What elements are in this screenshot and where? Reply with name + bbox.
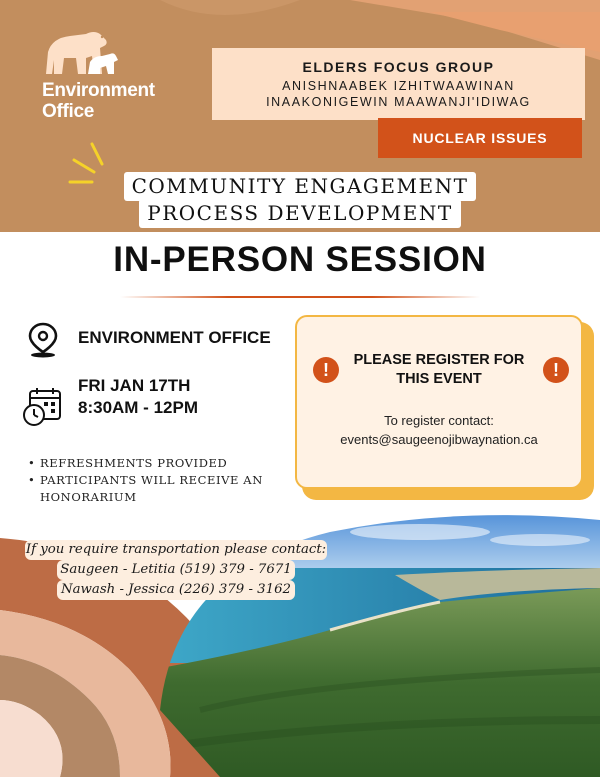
register-contact-label: To register contact: [384,413,494,428]
register-email-link[interactable]: events@saugeenojibwaynation.ca [340,432,538,447]
community-line-1: COMMUNITY ENGAGEMENT [124,172,477,201]
logo-line-2: Office [42,101,95,122]
transport-contact-saugeen: Saugeen - Letitia (519) 379 - 7671 [57,560,295,580]
event-date: FRI JAN 17TH [78,376,191,395]
register-title: PLEASE REGISTER FOR THIS EVENT [353,352,525,387]
community-heading [104,172,496,228]
calendar-clock-icon [22,385,64,427]
nuclear-issues-badge: NUCLEAR ISSUES [378,118,582,158]
exclamation-icon: ! [543,357,569,383]
map-pin-icon [26,322,60,358]
exclamation-icon: ! [313,357,339,383]
register-card [295,315,583,489]
event-details-list [26,455,306,506]
divider [120,296,480,298]
focus-group-subtitle-1: ANISHNAABEK IZHITWAAWINAN [282,79,515,93]
bear-family-icon [42,30,122,76]
focus-group-subtitle-2: INAAKONIGEWIN MAAWANJI'IDIWAG [266,95,531,109]
list-item: • REFRESHMENTS PROVIDED [26,455,306,472]
community-line-2: PROCESS DEVELOPMENT [139,199,460,228]
logo-line-1: Environment [42,80,155,101]
list-item: • PARTICIPANTS WILL RECEIVE AN HONORARIUM [26,472,306,506]
register-contact [297,411,581,449]
event-time: 8:30AM - 12PM [78,398,198,417]
session-title: IN-PERSON SESSION [113,240,487,279]
transportation-note [24,540,328,600]
location-text: ENVIRONMENT OFFICE [78,328,271,347]
focus-group-box [212,48,585,120]
environment-office-logo [42,30,192,122]
transport-contact-nawash: Nawash - Jessica (226) 379 - 3162 [57,580,295,600]
transport-line-1: If you require transportation please contact: [25,540,327,560]
logo-text [42,80,192,122]
date-time-text [78,375,198,419]
focus-group-title: ELDERS FOCUS GROUP [302,59,495,75]
